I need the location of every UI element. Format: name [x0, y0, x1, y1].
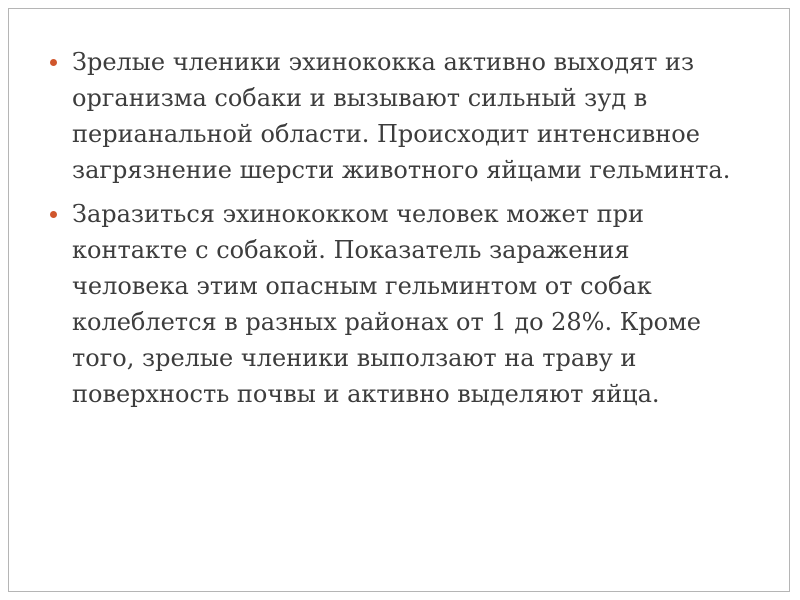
bullet-dot-icon: [50, 59, 57, 66]
bullet-dot-icon: [50, 211, 57, 218]
slide-content: [46, 44, 746, 420]
bullet-text-2: Заразиться эхинококком человек может при контакте с собакой. Показатель заражения человека этим опасным гельминтом от собак колеблется в разных районах от 1 до 28%. Кроме того, зрелые членики выползают на траву и поверхность почвы и активно выделяют яйца.: [72, 200, 702, 408]
bullet-item-1: [46, 44, 746, 188]
bullet-item-2: [46, 196, 746, 412]
bullet-text-1: Зрелые членики эхинококка активно выходят из организма собаки и вызывают сильный зуд в перианальной области. Происходит интенсивное загрязнение шерсти животного яйцами гельминта.: [72, 48, 731, 184]
bullet-list: [46, 44, 746, 412]
